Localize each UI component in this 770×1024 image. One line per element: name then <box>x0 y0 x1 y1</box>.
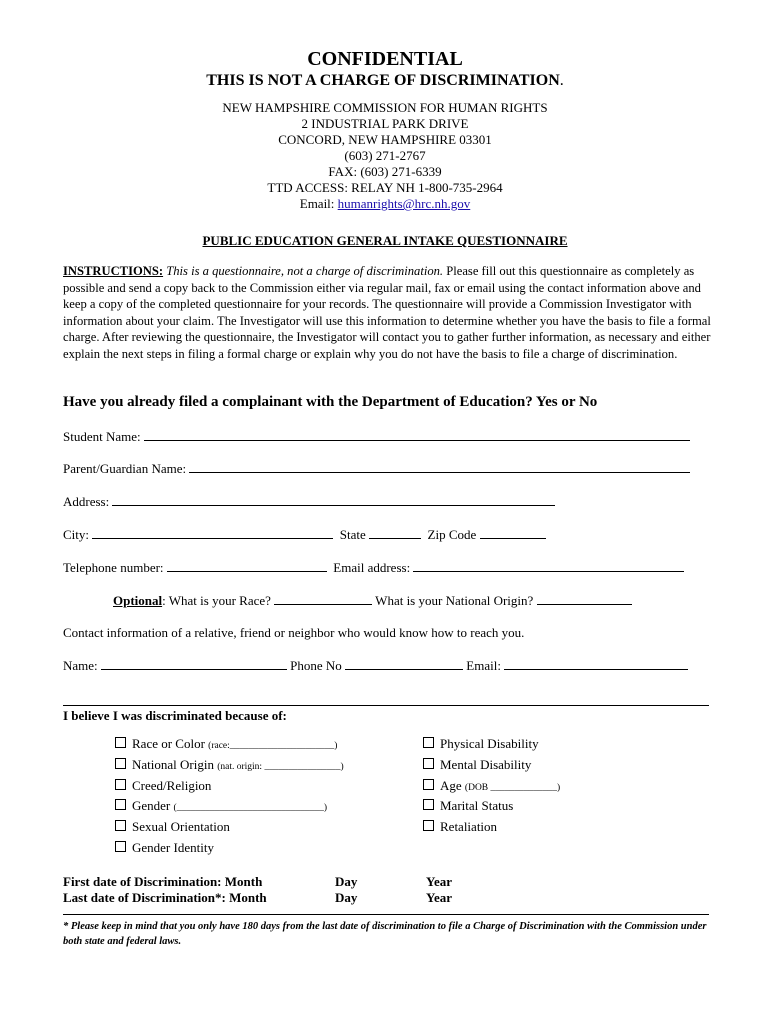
state-input[interactable] <box>369 526 421 539</box>
option-label: Sexual Orientation <box>132 819 230 835</box>
right-option[interactable] <box>423 778 560 794</box>
relative-phone-input[interactable] <box>345 657 463 670</box>
last-year-label: Year <box>426 890 452 905</box>
option-label: Age <box>440 777 462 793</box>
not-a-charge-heading <box>0 72 770 90</box>
checkbox-icon[interactable] <box>115 820 126 831</box>
checkbox-icon[interactable] <box>423 758 434 769</box>
origin-question: What is your National Origin? <box>375 593 534 608</box>
street: 2 INDUSTRIAL PARK DRIVE <box>301 116 469 131</box>
relative-email-input[interactable] <box>504 657 688 670</box>
origin-input[interactable] <box>537 592 632 605</box>
phone-email-row <box>63 559 684 576</box>
left-option[interactable] <box>115 819 230 835</box>
option-label: Creed/Religion <box>132 777 212 793</box>
option-label: Gender Identity <box>132 840 214 855</box>
right-option[interactable] <box>423 798 513 814</box>
address-input[interactable] <box>112 493 555 506</box>
confidential-title: CONFIDENTIAL <box>307 48 463 70</box>
left-option[interactable] <box>115 798 327 814</box>
zip-label: Zip Code <box>427 527 477 542</box>
option-label: National Origin <box>132 756 214 772</box>
parent-name-label: Parent/Guardian Name: <box>63 461 187 476</box>
last-day-label: Day <box>335 890 358 905</box>
parent-name-input[interactable] <box>189 460 690 473</box>
footnote-divider <box>63 914 709 915</box>
checkbox-icon[interactable] <box>115 799 126 810</box>
telephone-input[interactable] <box>167 559 327 572</box>
phone: (603) 271-2767 <box>344 148 426 163</box>
race-question: : What is your Race? <box>162 593 271 608</box>
section-divider <box>63 705 709 706</box>
telephone-label: Telephone number: <box>63 560 164 575</box>
option-label: Mental Disability <box>440 756 532 772</box>
email-label2: Email address: <box>333 560 411 575</box>
parent-name-field <box>63 460 690 477</box>
checkbox-icon[interactable] <box>423 820 434 831</box>
org-name: NEW HAMPSHIRE COMMISSION FOR HUMAN RIGHTS <box>222 100 548 115</box>
city-state: CONCORD, NEW HAMPSHIRE 03301 <box>278 132 492 147</box>
right-option[interactable] <box>423 819 497 835</box>
footnote: * Please keep in mind that you only have 180 days from the last date of discrimination to file a Charge of Discrimination with the Commission under both state and federal laws. <box>63 921 707 947</box>
option-detail[interactable]: (DOB ______________) <box>464 782 561 793</box>
address-label: Address: <box>63 494 110 509</box>
checkbox-icon[interactable] <box>115 737 126 748</box>
fax: FAX: (603) 271-6339 <box>328 164 442 179</box>
instructions-body: Please fill out this questionnaire as completely as possible and send a copy back to the Commission either via regular mail, fax or email using the contact information above and keep a copy of the completed questionnaire for your records. The questionnaire will provide a Commission Investigator with information about your claim. The Investigator will use this information to determine whether you have the basis to file a formal charge. After reviewing the questionnaire, the Investigator will contact you to gather further information, as necessary and either explain the next steps in filing a formal charge or explain why you do not have the basis to file a charge of discrimination. <box>63 264 711 361</box>
relative-phone-label: Phone No <box>290 658 342 673</box>
email-label: Email: <box>299 196 338 211</box>
relative-email-label: Email: <box>466 658 501 673</box>
state-label: State <box>339 527 366 542</box>
email-line <box>0 196 770 212</box>
first-date-label: First date of Discrimination: Month <box>63 874 263 889</box>
email-input[interactable] <box>413 559 684 572</box>
zip-input[interactable] <box>480 526 546 539</box>
left-option[interactable] <box>115 840 214 856</box>
left-option[interactable] <box>115 757 344 773</box>
right-option[interactable] <box>423 736 539 752</box>
race-input[interactable] <box>274 592 372 605</box>
doe-question: Have you already filed a complainant with the Department of Education? Yes or No <box>63 394 598 410</box>
first-year-label: Year <box>426 874 452 889</box>
instructions-italic: This is a questionnaire, not a charge of discrimination. <box>166 264 444 278</box>
relative-row <box>63 657 688 674</box>
discrimination-heading: I believe I was discriminated because of: <box>63 708 287 723</box>
option-label: Marital Status <box>440 798 514 814</box>
first-day-label: Day <box>335 874 358 889</box>
not-a-charge-text: THIS IS NOT A CHARGE OF DISCRIMINATION <box>206 72 560 89</box>
email-link[interactable]: humanrights@hrc.nh.gov <box>337 196 471 211</box>
city-row <box>63 526 546 543</box>
city-input[interactable] <box>92 526 333 539</box>
not-a-charge-period: . <box>559 72 564 89</box>
race-origin-row <box>113 592 632 609</box>
option-detail[interactable]: (_______________________________) <box>173 803 328 814</box>
left-option[interactable] <box>115 736 337 752</box>
option-detail[interactable]: (nat. origin: ________________) <box>217 761 344 772</box>
checkbox-icon[interactable] <box>423 737 434 748</box>
option-label: Gender <box>132 798 171 814</box>
student-name-field <box>63 428 690 445</box>
checkbox-icon[interactable] <box>423 799 434 810</box>
optional-label: Optional <box>113 593 163 608</box>
address-block <box>0 100 770 212</box>
instructions <box>63 263 713 363</box>
student-name-input[interactable] <box>144 428 690 441</box>
checkbox-icon[interactable] <box>115 841 126 852</box>
option-label: Race or Color <box>132 736 205 751</box>
option-label: Retaliation <box>440 819 498 835</box>
checkbox-icon[interactable] <box>423 779 434 790</box>
option-label: Physical Disability <box>440 736 539 751</box>
form-title: PUBLIC EDUCATION GENERAL INTAKE QUESTIONNAIRE <box>202 233 568 248</box>
checkbox-icon[interactable] <box>115 758 126 769</box>
option-detail[interactable]: (race:______________________) <box>208 741 338 751</box>
right-option[interactable] <box>423 757 531 773</box>
relative-name-label: Name: <box>63 658 98 673</box>
contact-info-text: Contact information of a relative, friend or neighbor who would know how to reach you. <box>63 625 525 640</box>
instructions-label: INSTRUCTIONS: <box>63 264 164 278</box>
address-field <box>63 493 555 510</box>
student-name-label: Student Name: <box>63 429 141 444</box>
last-date-label: Last date of Discrimination*: Month <box>63 890 267 905</box>
ttd: TTD ACCESS: RELAY NH 1-800-735-2964 <box>267 180 503 195</box>
relative-name-input[interactable] <box>101 657 287 670</box>
city-label: City: <box>63 527 90 542</box>
checkbox-icon[interactable] <box>115 779 126 790</box>
left-option[interactable] <box>115 778 211 794</box>
